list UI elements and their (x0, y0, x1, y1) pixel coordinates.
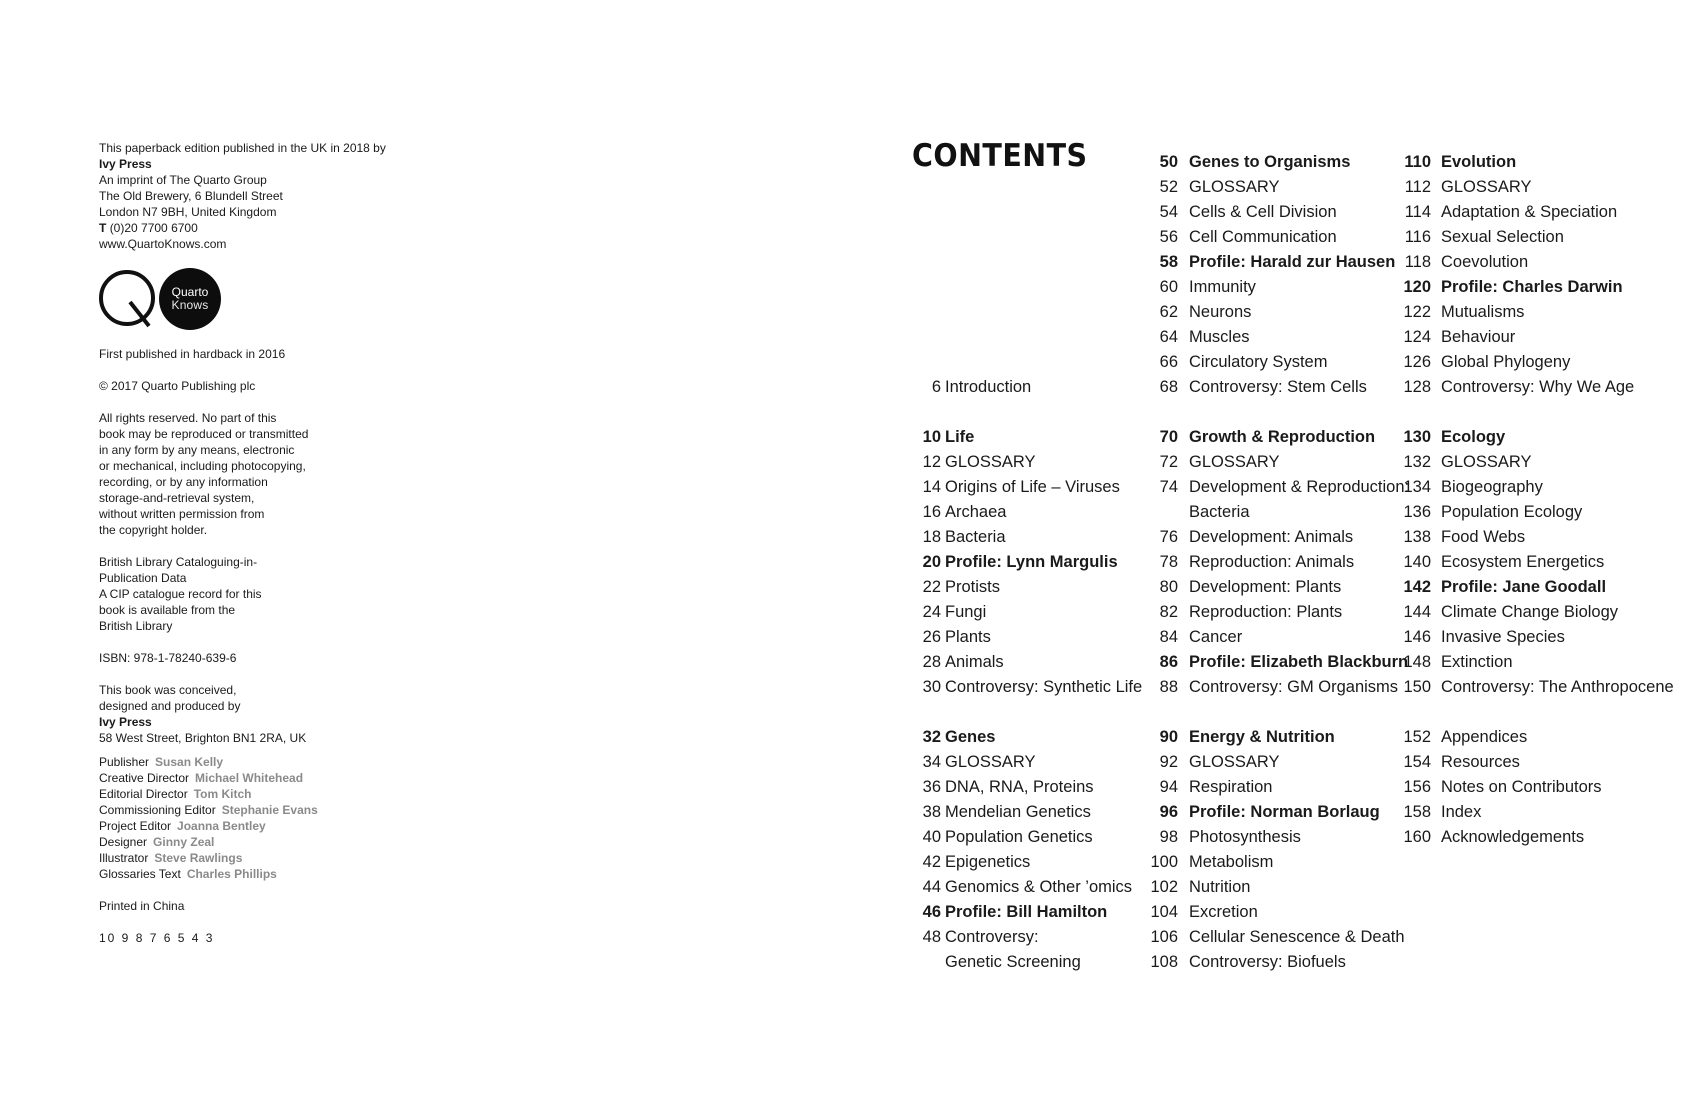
toc-entry-title: Neurons (1189, 303, 1252, 321)
toc-entry-title: Life (945, 428, 975, 446)
toc-page-number: 100 (1150, 853, 1178, 871)
printed-in: Printed in China (99, 899, 185, 913)
producer-block (99, 682, 419, 746)
cip-line: British Library (99, 619, 173, 633)
credit-row (99, 770, 419, 786)
toc-page-number: 82 (1159, 603, 1178, 621)
toc-entry-title: Biogeography (1441, 478, 1543, 496)
toc-entry-title: Protists (945, 578, 1001, 596)
publisher-name: Ivy Press (99, 157, 152, 171)
logo-line-2: Knows (171, 298, 209, 312)
toc-page-number: 68 (1159, 378, 1178, 396)
toc-entry-title: Profile: Charles Darwin (1441, 278, 1623, 296)
rights-line: without written permission from (99, 507, 265, 521)
toc-page-number: 78 (1159, 553, 1178, 571)
cip-line: book is available from the (99, 603, 236, 617)
credit-role: Illustrator (99, 851, 149, 865)
credit-role: Editorial Director (99, 787, 188, 801)
credit-role: Project Editor (99, 819, 172, 833)
address-line-2: London N7 9BH, United Kingdom (99, 205, 277, 219)
address-line-1: The Old Brewery, 6 Blundell Street (99, 189, 283, 203)
toc-entry-title: Population Ecology (1441, 503, 1583, 521)
toc-entry-title: Metabolism (1189, 853, 1274, 871)
toc-page-number: 40 (922, 828, 941, 846)
toc-entry-title: Development: Animals (1189, 528, 1354, 546)
credit-row (99, 754, 419, 770)
toc-entry-title: Controversy: GM Organisms (1189, 678, 1399, 696)
toc-entry-title: Profile: Norman Borlaug (1189, 803, 1380, 821)
toc-page-number: 102 (1150, 878, 1178, 896)
toc-page-number: 118 (1404, 253, 1431, 271)
toc-entry-title: Respiration (1189, 778, 1273, 796)
toc-entry-title: Climate Change Biology (1441, 603, 1619, 621)
toc-page-number: 154 (1403, 753, 1431, 771)
toc-page-number: 104 (1150, 903, 1178, 921)
toc-page-number: 56 (1159, 228, 1178, 246)
toc-entry-title: Food Webs (1441, 528, 1526, 546)
toc-page-number: 122 (1403, 303, 1431, 321)
toc-page-number: 54 (1159, 203, 1178, 221)
toc-entry-title: Index (1441, 803, 1482, 821)
toc-entry-title: GLOSSARY (1441, 178, 1532, 196)
toc-page-number: 32 (922, 728, 941, 746)
toc-entry-title: GLOSSARY (1189, 453, 1280, 471)
credit-role: Designer (99, 835, 148, 849)
toc-entry-title: Cell Communication (1189, 228, 1337, 246)
toc-page-number: 14 (922, 478, 941, 496)
toc-entry-title: Plants (945, 628, 991, 646)
toc-page-number: 48 (922, 928, 941, 946)
toc-entry-title: Nutrition (1189, 878, 1251, 896)
credits-list (99, 754, 419, 882)
rights-statement (99, 410, 419, 538)
toc-entry-title: Bacteria (1189, 503, 1250, 521)
credit-row (99, 866, 419, 882)
toc-page-number: 34 (922, 753, 941, 771)
toc-page-number: 106 (1150, 928, 1178, 946)
toc-entry-title: Profile: Elizabeth Blackburn (1189, 653, 1409, 671)
toc-page-number: 148 (1403, 653, 1431, 671)
credit-name: Stephanie Evans (221, 803, 318, 817)
website-link[interactable]: www.QuartoKnows.com (99, 237, 227, 251)
credit-row (99, 850, 419, 866)
toc-page-number: 46 (922, 903, 941, 921)
toc-entry-title: Cells & Cell Division (1189, 203, 1337, 221)
toc-entry-title: Global Phylogeny (1441, 353, 1571, 371)
credit-name: Tom Kitch (193, 787, 252, 801)
toc-page-number: 132 (1403, 453, 1431, 471)
credit-role: Creative Director (99, 771, 190, 785)
credit-row (99, 834, 419, 850)
toc-entry-title: Circulatory System (1189, 353, 1328, 371)
edition-line: This paperback edition published in the UK in 2018 by (99, 141, 386, 155)
publisher-block (99, 140, 419, 252)
toc-entry-title: Muscles (1189, 328, 1250, 346)
toc-page-number: 38 (922, 803, 941, 821)
toc-entry-title: Controversy: Synthetic Life (945, 678, 1143, 696)
toc-entry-title: Mendelian Genetics (945, 803, 1091, 821)
credit-name: Joanna Bentley (177, 819, 266, 833)
toc-page-number: 62 (1159, 303, 1178, 321)
toc-page-number: 74 (1159, 478, 1178, 496)
toc-entry-title: Notes on Contributors (1441, 778, 1602, 796)
toc-entry-title: GLOSSARY (1189, 753, 1280, 771)
cip-statement (99, 554, 419, 634)
toc-entry-title: Genomics & Other ’omics (945, 878, 1133, 896)
toc-entry-title: Coevolution (1441, 253, 1529, 271)
producer-address: 58 West Street, Brighton BN1 2RA, UK (99, 731, 307, 745)
toc-entry-title: GLOSSARY (1189, 178, 1280, 196)
toc-entry-title: Introduction (945, 378, 1032, 396)
cip-line: Publication Data (99, 571, 187, 585)
toc-entry-title: Evolution (1441, 153, 1517, 171)
contents-title: CONTENTS (912, 138, 1088, 174)
toc-entry-title: Genes (945, 728, 996, 746)
logo-line-1: Quarto (171, 285, 209, 299)
credit-name: Michael Whitehead (195, 771, 304, 785)
toc-entry-title: Sexual Selection (1441, 228, 1564, 246)
toc-entry-title: Ecology (1441, 428, 1506, 446)
toc-entry-title: Profile: Harald zur Hausen (1189, 253, 1396, 271)
imprint-page (99, 140, 419, 946)
toc-entry-title: Profile: Jane Goodall (1441, 578, 1607, 596)
credit-name: Ginny Zeal (153, 835, 215, 849)
toc-entry-title: Controversy: (945, 928, 1039, 946)
toc-entry-title: Genes to Organisms (1189, 153, 1351, 171)
toc-entry-title: Cellular Senescence & Death (1189, 928, 1405, 946)
toc-page-number: 84 (1159, 628, 1178, 646)
toc-entry-title: Appendices (1441, 728, 1528, 746)
toc-page-number: 134 (1403, 478, 1431, 496)
toc-page-number: 36 (922, 778, 941, 796)
toc-page-number: 152 (1403, 728, 1431, 746)
toc-page-number: 66 (1159, 353, 1178, 371)
toc-entry-title: Animals (945, 653, 1004, 671)
toc-page-number: 94 (1159, 778, 1178, 796)
toc-page-number: 136 (1403, 503, 1431, 521)
cip-line: A CIP catalogue record for this (99, 587, 262, 601)
toc-entry-title: Cancer (1189, 628, 1243, 646)
toc-entry-title: GLOSSARY (945, 753, 1036, 771)
toc-entry-title: Development & Reproduction: (1189, 478, 1410, 496)
toc-page-number: 86 (1159, 653, 1178, 671)
toc-page-number: 80 (1159, 578, 1178, 596)
toc-page-number: 28 (922, 653, 941, 671)
toc-page-number: 22 (922, 578, 941, 596)
isbn: ISBN: 978-1-78240-639-6 (99, 651, 237, 665)
toc-entry-title: Reproduction: Animals (1189, 553, 1355, 571)
toc-entry-title: Reproduction: Plants (1189, 603, 1343, 621)
rights-line: in any form by any means, electronic (99, 443, 295, 457)
toc-page-number: 128 (1403, 378, 1431, 396)
conceived-line-1: This book was conceived, (99, 683, 237, 697)
toc-page-number: 18 (922, 528, 941, 546)
toc-page-number: 76 (1159, 528, 1178, 546)
toc-page-number: 114 (1404, 203, 1431, 221)
toc-entry-title: Controversy: The Anthropocene (1441, 678, 1674, 696)
toc-page-number: 110 (1404, 153, 1431, 171)
toc-page-number: 24 (922, 603, 941, 621)
toc-page-number: 26 (922, 628, 941, 646)
toc-page-number: 70 (1159, 428, 1178, 446)
print-line: 10 9 8 7 6 5 4 3 (99, 931, 215, 945)
toc-page-number: 88 (1159, 678, 1178, 696)
toc-page-number: 112 (1404, 178, 1431, 196)
toc-page-number: 158 (1403, 803, 1431, 821)
toc-entry-title: Ecosystem Energetics (1441, 553, 1605, 571)
quarto-q-icon (97, 268, 159, 330)
toc-page-number: 130 (1403, 428, 1431, 446)
toc-page-number: 98 (1159, 828, 1178, 846)
credit-role: Glossaries Text (99, 867, 181, 881)
toc-entry-title: Profile: Lynn Margulis (945, 553, 1118, 571)
phone-label: T (99, 221, 107, 235)
toc-entry-title: Controversy: Biofuels (1189, 953, 1346, 971)
toc-entry-title: Photosynthesis (1189, 828, 1301, 846)
toc-page-number: 138 (1403, 528, 1431, 546)
toc-page-number: 146 (1403, 628, 1431, 646)
toc-page-number: 124 (1403, 328, 1431, 346)
cip-line: British Library Cataloguing-in- (99, 555, 258, 569)
rights-line: recording, or by any information (99, 475, 268, 489)
toc-entry-title: Energy & Nutrition (1189, 728, 1335, 746)
rights-line: book may be reproduced or transmitted (99, 427, 309, 441)
toc-entry-title: Mutualisms (1441, 303, 1525, 321)
toc-page-number: 60 (1159, 278, 1178, 296)
toc-entry-title: Growth & Reproduction (1189, 428, 1376, 446)
toc-entry-title: Excretion (1189, 903, 1258, 921)
toc-page-number: 50 (1159, 153, 1178, 171)
toc-entry-title: GLOSSARY (1441, 453, 1532, 471)
toc-entry-title: Population Genetics (945, 828, 1093, 846)
toc-entry-title: DNA, RNA, Proteins (945, 778, 1094, 796)
toc-page-number: 92 (1159, 753, 1178, 771)
credit-row (99, 818, 419, 834)
toc-entry-title: Controversy: Stem Cells (1189, 378, 1367, 396)
credit-name: Charles Phillips (186, 867, 277, 881)
credit-row (99, 786, 419, 802)
conceived-line-2: designed and produced by (99, 699, 241, 713)
toc-entry-title: Adaptation & Speciation (1441, 203, 1618, 221)
toc-entry-title: Epigenetics (945, 853, 1031, 871)
toc-page-number: 72 (1159, 453, 1178, 471)
toc-page-number: 142 (1403, 578, 1431, 596)
toc-page-number: 10 (922, 428, 941, 446)
credit-row (99, 802, 419, 818)
toc-page-number: 96 (1159, 803, 1178, 821)
toc-page-number: 16 (922, 503, 941, 521)
rights-line: All rights reserved. No part of this (99, 411, 277, 425)
toc-entry-title: Genetic Screening (945, 953, 1081, 971)
quarto-knows-logo (97, 268, 419, 334)
phone-line (99, 220, 419, 236)
toc-page-number: 20 (922, 553, 941, 571)
toc-entry-title: Origins of Life – Viruses (945, 478, 1120, 496)
toc-page-number: 64 (1159, 328, 1178, 346)
toc-page-number: 156 (1403, 778, 1431, 796)
toc-page-number: 44 (922, 878, 941, 896)
toc-entry-title: Profile: Bill Hamilton (945, 903, 1108, 921)
producer-name: Ivy Press (99, 715, 152, 729)
first-published: First published in hardback in 2016 (99, 347, 286, 361)
toc-entry-title: Invasive Species (1441, 628, 1565, 646)
copyright: © 2017 Quarto Publishing plc (99, 379, 256, 393)
toc-page-number: 90 (1159, 728, 1178, 746)
phone-number: (0)20 7700 6700 (109, 221, 198, 235)
toc-entry-title: Fungi (945, 603, 987, 621)
toc-page-number: 30 (922, 678, 941, 696)
quarto-knows-badge (159, 268, 221, 330)
credit-name: Steve Rawlings (154, 851, 243, 865)
toc-page-number: 58 (1159, 253, 1178, 271)
toc-entry-title: Acknowledgements (1441, 828, 1585, 846)
rights-line: or mechanical, including photocopying, (99, 459, 306, 473)
toc-entry-title: GLOSSARY (945, 453, 1036, 471)
toc-page-number: 12 (922, 453, 941, 471)
imprint-of: An imprint of The Quarto Group (99, 173, 267, 187)
toc-page-number: 144 (1403, 603, 1431, 621)
toc-page-number: 108 (1150, 953, 1178, 971)
credit-role: Commissioning Editor (99, 803, 216, 817)
toc-entry-title: Development: Plants (1189, 578, 1342, 596)
toc-page-number: 6 (931, 378, 941, 396)
toc-page-number: 42 (922, 853, 941, 871)
toc-page-number: 116 (1404, 228, 1431, 246)
toc-entry-title: Extinction (1441, 653, 1513, 671)
toc-entry-title: Archaea (945, 503, 1007, 521)
credit-role: Publisher (99, 755, 150, 769)
toc-page-number: 120 (1403, 278, 1431, 296)
rights-line: storage-and-retrieval system, (99, 491, 255, 505)
toc-entry-title: Resources (1441, 753, 1520, 771)
toc-page-number: 140 (1403, 553, 1431, 571)
toc-entry-title: Controversy: Why We Age (1441, 378, 1635, 396)
toc-page-number: 52 (1159, 178, 1178, 196)
toc-page-number: 150 (1403, 678, 1431, 696)
credit-name: Susan Kelly (155, 755, 224, 769)
toc-entry-title: Immunity (1189, 278, 1256, 296)
toc-entry-title: Behaviour (1441, 328, 1516, 346)
toc-page-number: 126 (1403, 353, 1431, 371)
toc-entry-title: Bacteria (945, 528, 1006, 546)
rights-line: the copyright holder. (99, 523, 208, 537)
toc-page-number: 160 (1403, 828, 1431, 846)
